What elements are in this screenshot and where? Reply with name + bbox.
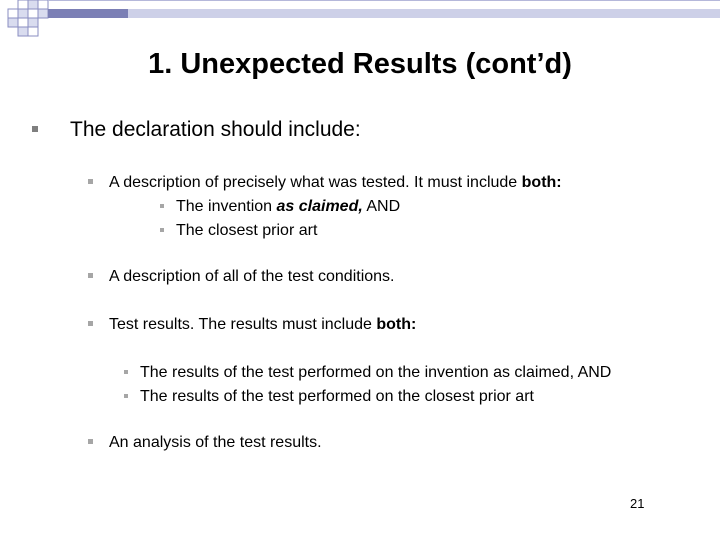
page-number: 21: [630, 496, 645, 511]
bullet-text: The closest prior art: [176, 222, 318, 239]
header-decoration: [0, 0, 720, 48]
square-bullet-icon: [88, 321, 93, 326]
bullet-text: The results of the test performed on the invention as claimed, AND: [140, 364, 612, 381]
bullet-text: A description of all of the test conditions.: [109, 268, 395, 285]
bullet-test-conditions: [88, 268, 395, 286]
square-bullet-icon: [160, 228, 164, 232]
bullet-text: The results of the test performed on the closest prior art: [140, 388, 534, 405]
square-bullet-icon: [124, 394, 128, 398]
bullet-analysis: [88, 434, 322, 452]
bullet-text: A description of precisely what was tested. It must include both:: [109, 174, 562, 191]
bullet-closest-prior-art: [160, 222, 317, 240]
bullet-test-results: [88, 316, 416, 334]
square-bullet-icon: [88, 439, 93, 444]
bullet-text: Test results. The results must include both:: [109, 316, 417, 333]
slide-title: 1. Unexpected Results (cont’d): [148, 48, 572, 80]
square-bullet-icon: [88, 179, 93, 184]
bullet-invention-claimed: [160, 198, 400, 216]
square-bullet-icon: [124, 370, 128, 374]
square-bullet-icon: [88, 273, 93, 278]
bullet-results-prior-art: [124, 388, 534, 406]
square-bullet-icon: [32, 126, 38, 132]
bullet-declaration: [32, 118, 361, 142]
square-bullet-icon: [160, 204, 164, 208]
bullet-text: An analysis of the test results.: [109, 434, 322, 451]
bullet-text: The invention as claimed, AND: [176, 198, 401, 215]
bullet-description: [88, 174, 562, 192]
bullet-results-invention: [124, 364, 611, 382]
bullet-text: The declaration should include:: [70, 118, 361, 141]
